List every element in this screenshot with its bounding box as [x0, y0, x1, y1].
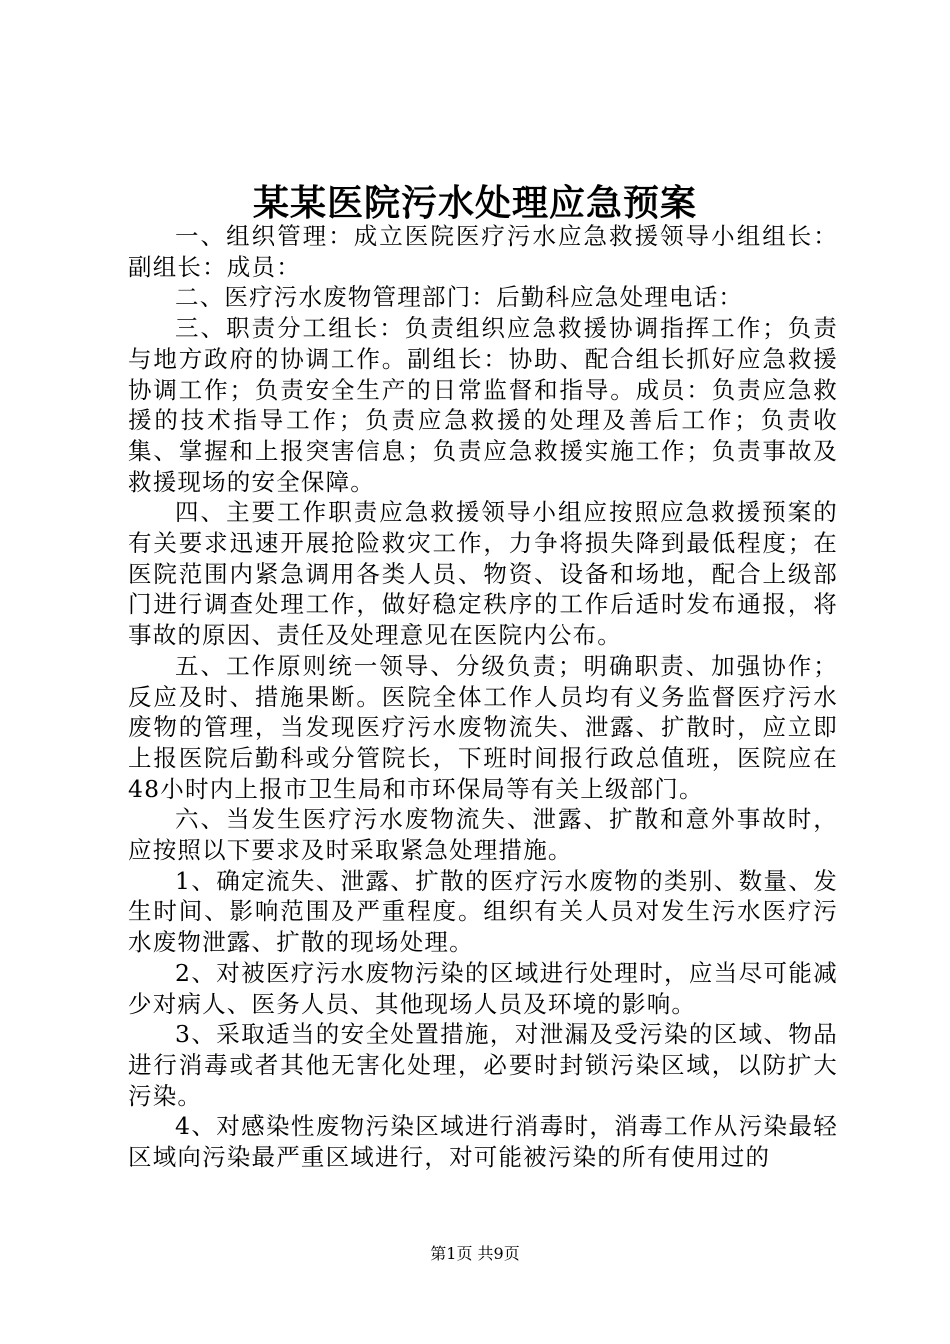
paragraph-9: 3、采取适当的安全处置措施，对泄漏及受污染的区域、物品进行消毒或者其他无害化处理，必要时封锁污染区域，以防扩大污染。 [128, 1020, 838, 1110]
paragraph-5: 五、工作原则统一领导、分级负责；明确职责、加强协作；反应及时、措施果断。医院全体工作人员均有义务监督医疗污水废物的管理，当发现医疗污水废物流失、泄露、扩散时，应立即上报医院后勤科或分管院长，下班时间报行政总值班，医院应在48小时内上报市卫生局和市环保局等有关上级部门。 [128, 651, 838, 803]
paragraph-2: 二、医疗污水废物管理部门：后勤科应急处理电话： [175, 283, 744, 312]
paragraph-4: 四、主要工作职责应急救援领导小组应按照应急救援预案的有关要求迅速开展抢险救灾工作，力争将损失降到最低程度；在医院范围内紧急调用各类人员、物资、设备和场地，配合上级部门进行调查处理工作，做好稳定秩序的工作后适时发布通报，将事故的原因、责任及处理意见在医院内公布。 [128, 498, 838, 650]
paragraph-3: 三、职责分工组长：负责组织应急救援协调指挥工作；负责与地方政府的协调工作。副组长：协助、配合组长抓好应急救援协调工作；负责安全生产的日常监督和指导。成员：负责应急救援的技术指导工作；负责应急救援的处理及善后工作；负责收集、掌握和上报突害信息；负责应急救援实施工作；负责事故及救援现场的安全保障。 [128, 314, 838, 496]
paragraph-7: 1、确定流失、泄露、扩散的医疗污水废物的类别、数量、发生时间、影响范围及严重程度。组织有关人员对发生污水医疗污水废物泄露、扩散的现场处理。 [128, 866, 838, 957]
page-footer: 第1页 共9页 [430, 1244, 520, 1263]
document-body [128, 221, 838, 1173]
paragraph-8: 2、对被医疗污水废物污染的区域进行处理时，应当尽可能减少对病人、医务人员、其他现场人员及环境的影响。 [128, 958, 838, 1018]
document-title: 某某医院污水处理应急预案 [252, 182, 697, 224]
paragraph-10: 4、对感染性废物污染区域进行消毒时，消毒工作从污染最轻区域向污染最严重区域进行，对可能被污染的所有使用过的 [128, 1112, 838, 1172]
paragraph-1: 一、组织管理：成立医院医疗污水应急救援领导小组组长：副组长：成员： [128, 222, 838, 281]
paragraph-6: 六、当发生医疗污水废物流失、泄露、扩散和意外事故时，应按照以下要求及时采取紧急处理措施。 [128, 805, 838, 865]
